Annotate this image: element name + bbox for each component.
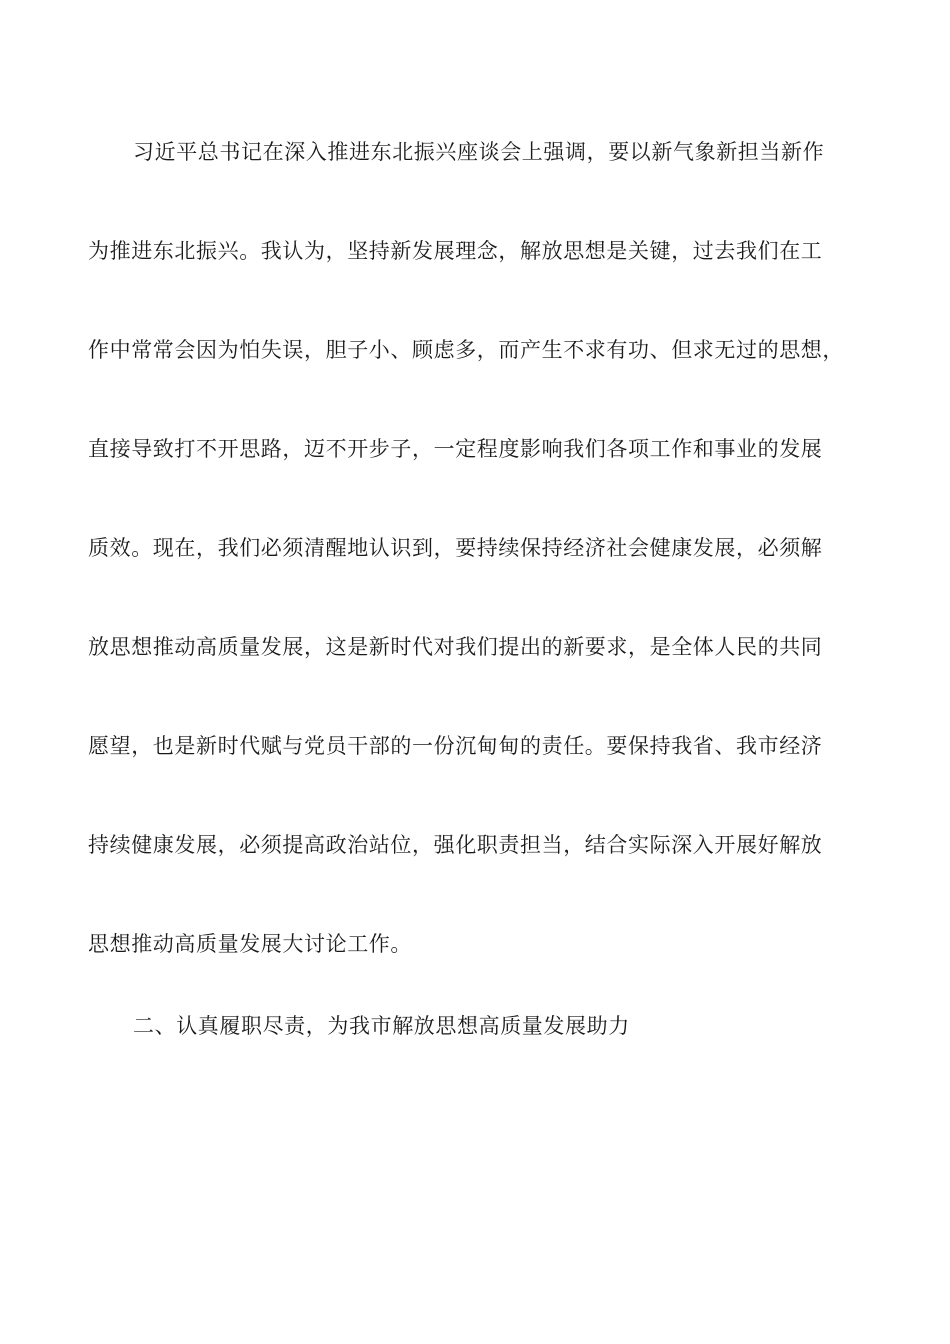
section-heading: 二、认真履职尽责，为我市解放思想高质量发展助力 — [133, 1014, 630, 1038]
paragraph-line: 放思想推动高质量发展，这是新时代对我们提出的新要求，是全体人民的共同 — [88, 635, 823, 659]
paragraph-line: 直接导致打不开思路，迈不开步子，一定程度影响我们各项工作和事业的发展 — [88, 437, 823, 461]
paragraph-line: 持续健康发展，必须提高政治站位，强化职责担当，结合实际深入开展好解放 — [88, 833, 823, 857]
paragraph-line: 为推进东北振兴。我认为，坚持新发展理念，解放思想是关键，过去我们在工 — [88, 239, 823, 263]
paragraph-line: 思想推动高质量发展大讨论工作。 — [88, 932, 412, 956]
paragraph-line: 作中常常会因为怕失误，胆子小、顾虑多，而产生不求有功、但求无过的思想， — [88, 338, 844, 362]
paragraph-line: 愿望，也是新时代赋与党员干部的一份沉甸甸的责任。要保持我省、我市经济 — [88, 734, 823, 758]
paragraph-line: 质效。现在，我们必须清醒地认识到，要持续保持经济社会健康发展，必须解 — [88, 536, 823, 560]
paragraph-line: 习近平总书记在深入推进东北振兴座谈会上强调，要以新气象新担当新作 — [133, 140, 825, 164]
